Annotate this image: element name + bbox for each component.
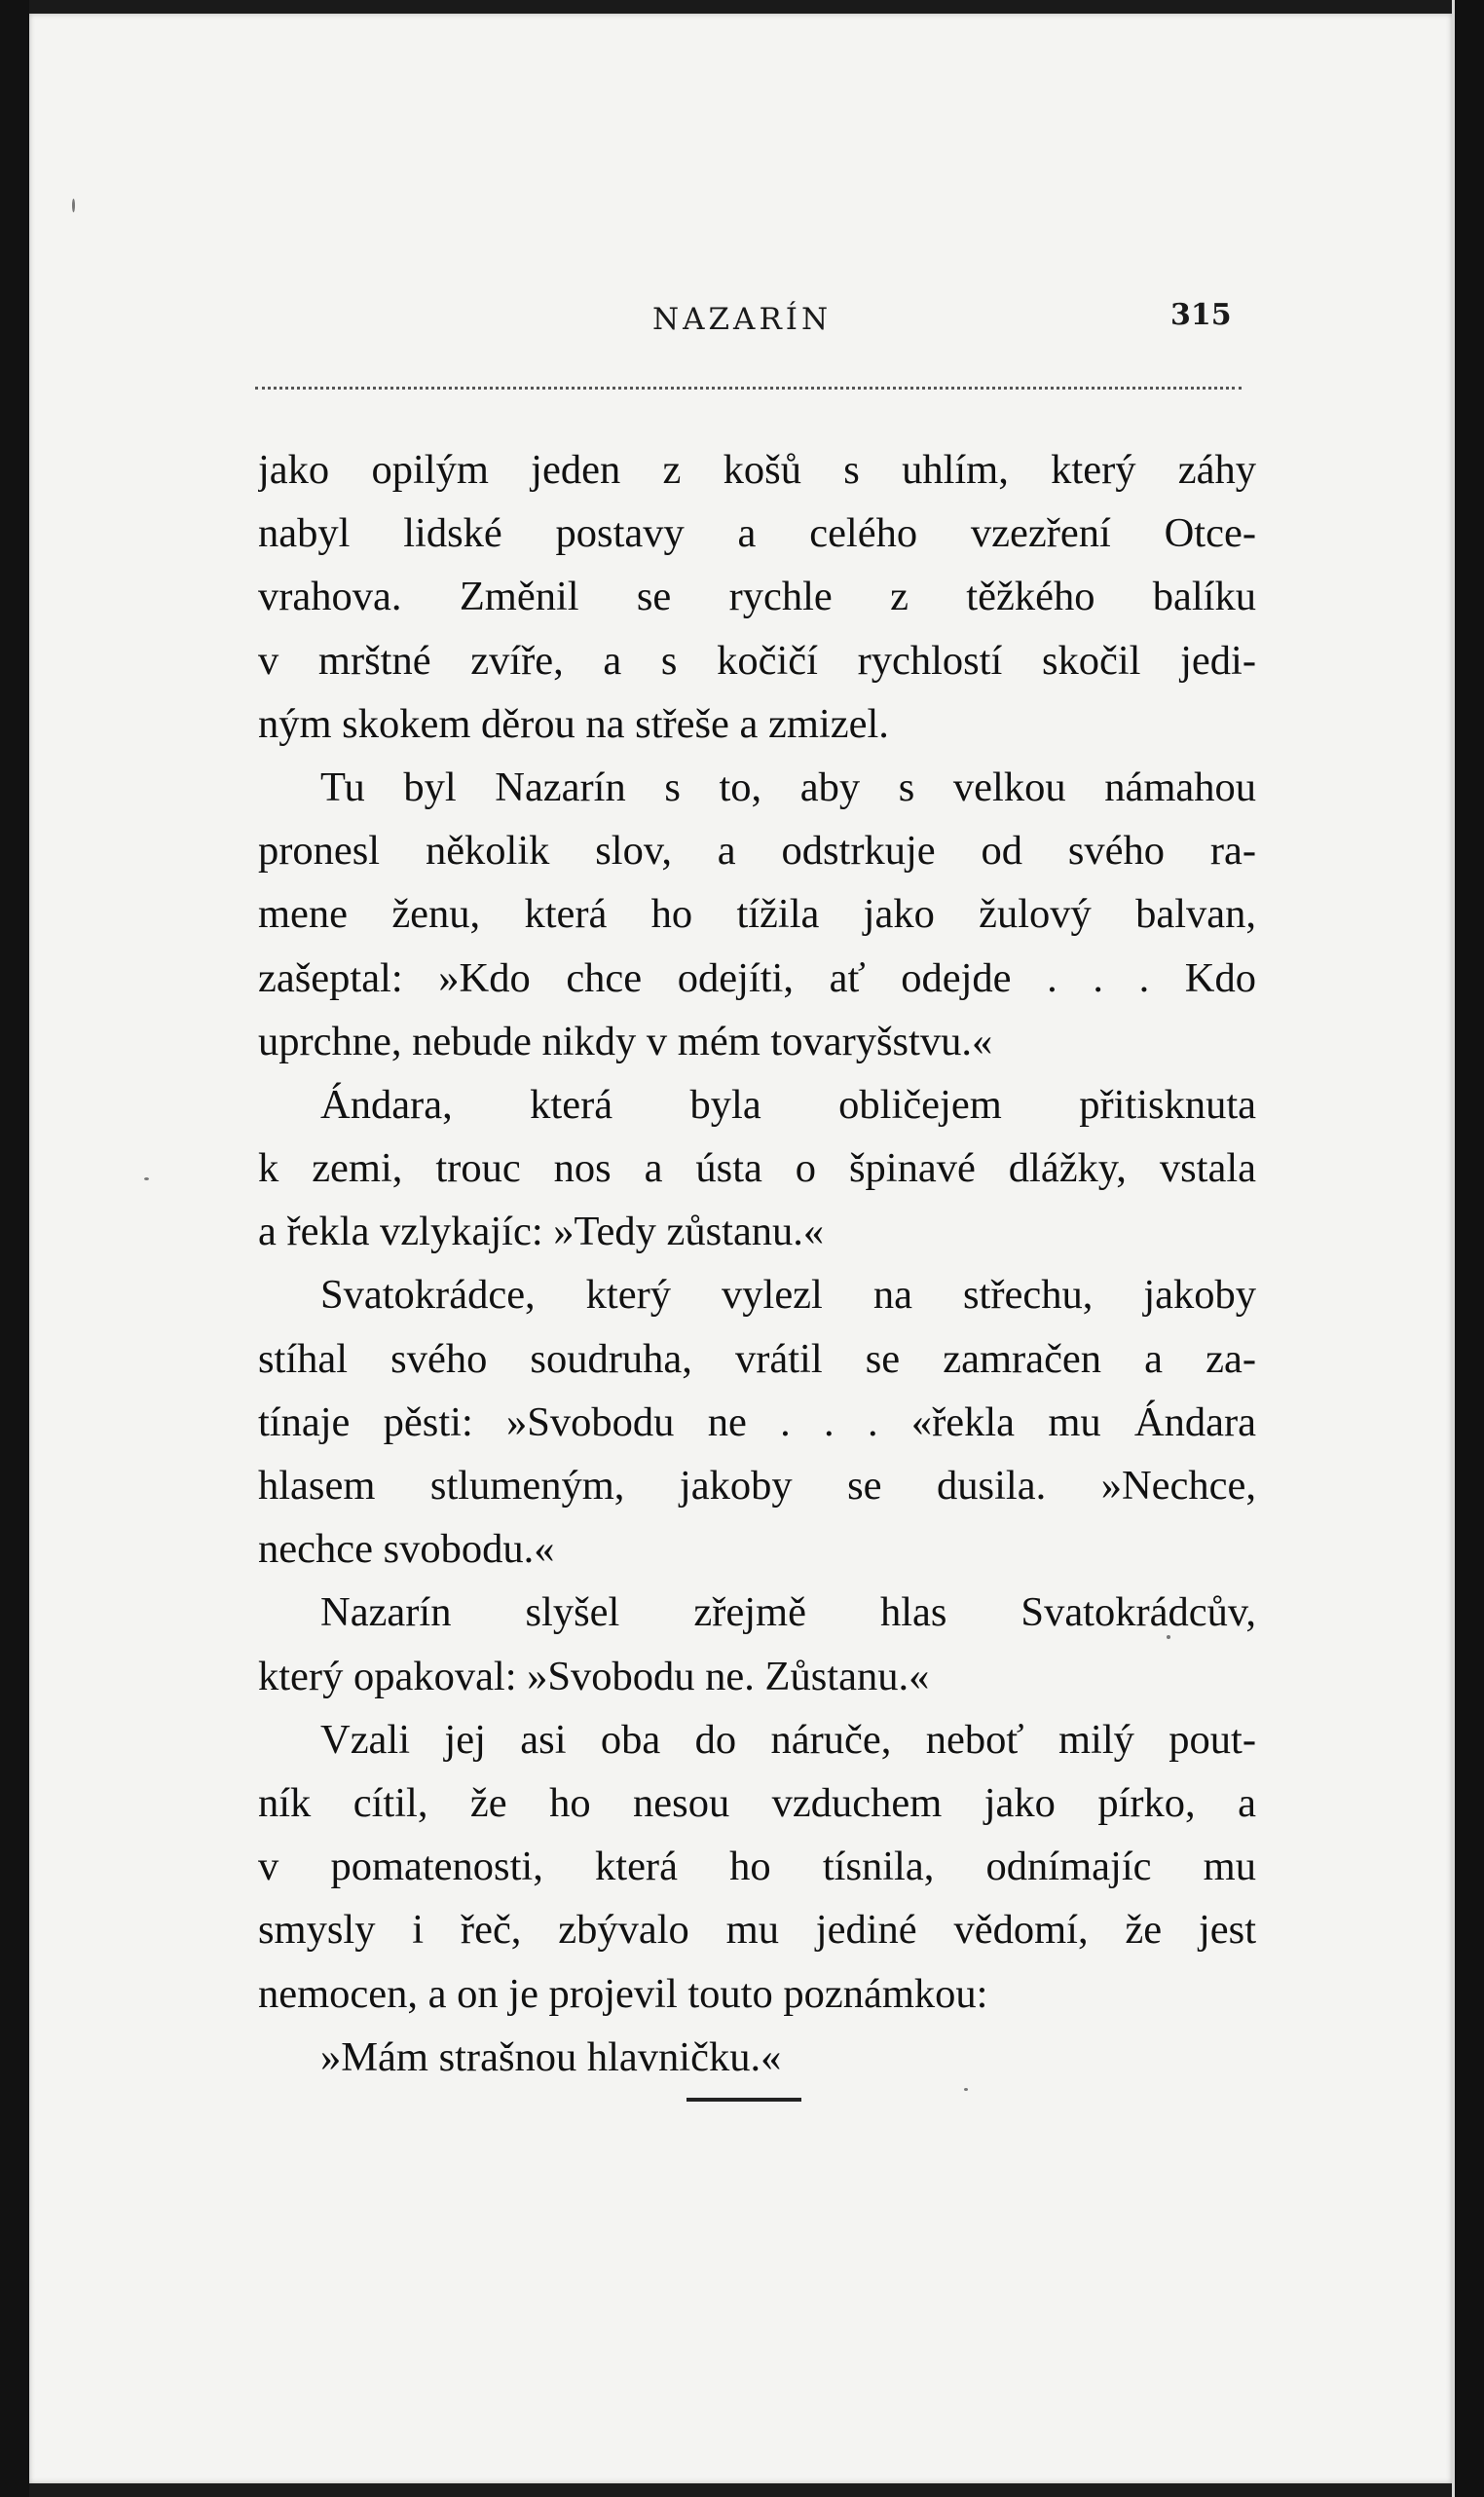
text-line: nabyl lidské postavy a celého vzezření Otce-: [258, 510, 1256, 557]
text-line: tínaje pěsti: »Svobodu ne . . . «řekla mu Ándara: [258, 1398, 1256, 1445]
scan-speck: [964, 2088, 968, 2091]
text-line: zašeptal: »Kdo chce odejíti, ať odejde . . . Kdo: [258, 954, 1256, 1001]
text-line: ník cítil, že ho nesou vzduchem jako pírko, a: [258, 1779, 1256, 1826]
scan-border-left: [0, 0, 29, 2497]
text-line: Svatokrádce, který vylezl na střechu, jakoby: [320, 1272, 1256, 1319]
page-number: 315: [1170, 298, 1232, 332]
book-page: [29, 14, 1452, 2483]
text-line: v mrštné zvíře, a s kočičí rychlostí skočil jedi-: [258, 637, 1256, 684]
text-line: Vzali jej asi oba do náruče, neboť milý pout-: [320, 1716, 1256, 1763]
text-line: hlasem stlumeným, jakoby se dusila. »Nechce,: [258, 1463, 1256, 1509]
running-head: [29, 298, 1452, 347]
header-rule: [255, 387, 1242, 390]
text-line: Nazarín slyšel zřejmě hlas Svatokrádcův,: [320, 1589, 1256, 1636]
text-line: Ándara, která byla obličejem přitisknuta: [320, 1081, 1256, 1128]
text-line: stíhal svého soudruha, vrátil se zamračen a za-: [258, 1335, 1256, 1382]
chapter-end-rule: [686, 2098, 801, 2102]
scan-speck: [144, 1177, 149, 1180]
text-line: a řekla vzlykajíc: »Tedy zůstanu.«: [258, 1209, 825, 1255]
text-line: vrahova. Změnil se rychle z těžkého balíku: [258, 574, 1256, 620]
text-line: nemocen, a on je projevil touto poznámkou:: [258, 1970, 988, 2017]
text-line: k zemi, trouc nos a ústa o špinavé dlážky, vstala: [258, 1145, 1256, 1192]
text-line: Tu byl Nazarín s to, aby s velkou námahou: [320, 764, 1256, 810]
text-line: smysly i řeč, zbývalo mu jediné vědomí, že jest: [258, 1907, 1256, 1954]
text-line: ným skokem děrou na střeše a zmizel.: [258, 700, 889, 747]
text-line: uprchne, nebude nikdy v mém tovaryšstvu.«: [258, 1018, 993, 1064]
body-text: [258, 438, 1256, 2089]
text-line: jako opilým jeden z košů s uhlím, který záhy: [258, 447, 1256, 493]
scan-speck: [72, 199, 75, 212]
text-line: v pomatenosti, která ho tísnila, odnímajíc mu: [258, 1844, 1256, 1890]
scan-speck: [1167, 1635, 1170, 1639]
scan-border-right: [1452, 0, 1484, 2497]
text-line: mene ženu, která ho tížila jako žulový balvan,: [258, 891, 1256, 938]
text-line: »Mám strašnou hlavničku.«: [320, 2033, 782, 2080]
text-line: který opakoval: »Svobodu ne. Zůstanu.«: [258, 1653, 930, 1699]
text-line: pronesl několik slov, a odstrkuje od svého ra-: [258, 828, 1256, 875]
text-line: nechce svobodu.«: [258, 1526, 555, 1573]
running-title: NAZARÍN: [652, 302, 833, 337]
